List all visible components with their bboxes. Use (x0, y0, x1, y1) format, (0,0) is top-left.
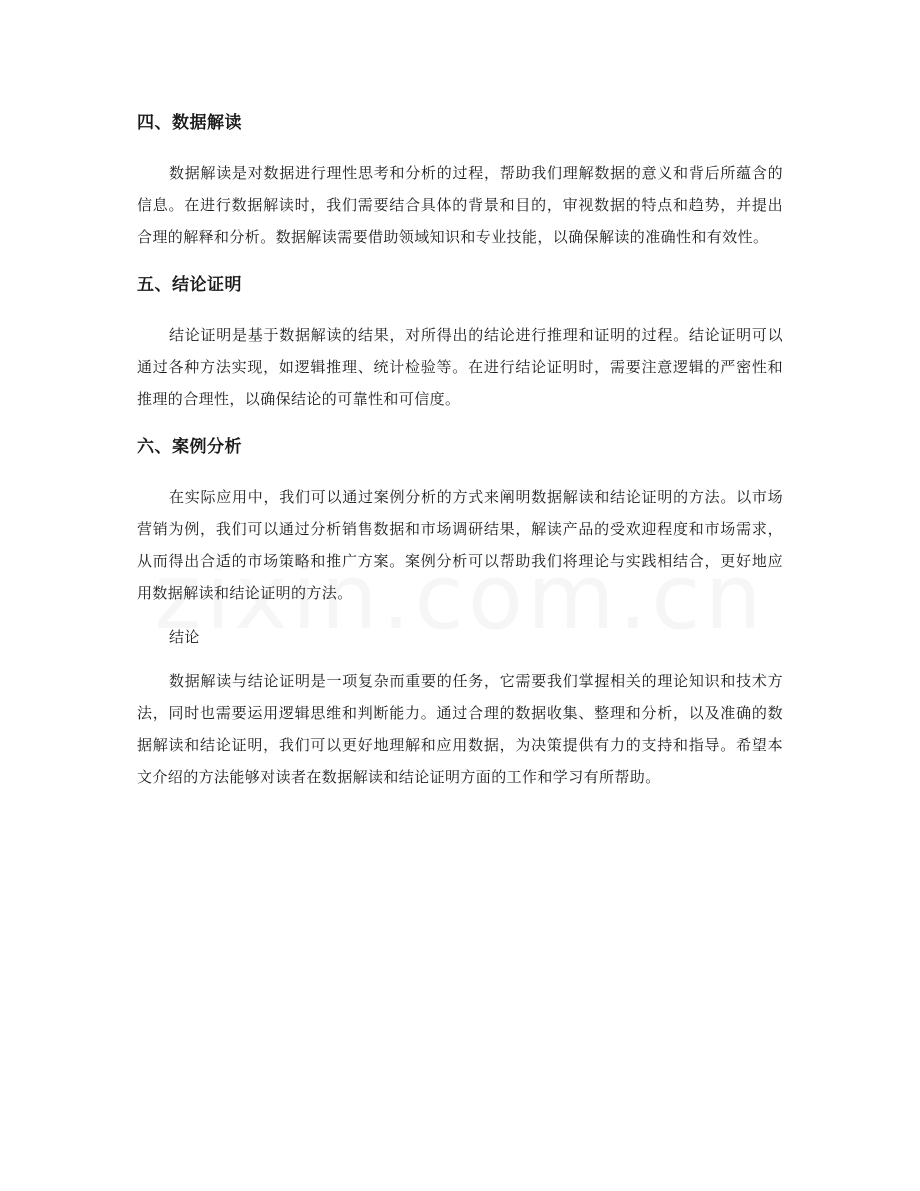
section-heading-data-interpretation: 四、数据解读 (137, 113, 242, 133)
section-heading-conclusion-proof: 五、结论证明 (137, 275, 242, 295)
section-heading-case-analysis: 六、案例分析 (137, 437, 242, 457)
section-paragraph-data-interpretation: 数据解读是对数据进行理性思考和分析的过程，帮助我们理解数据的意义和背后所蕴含的信息。在进行数据解读时，我们需要结合具体的背景和目的，审视数据的特点和趋势，并提出合理的解释和分析。数据解读需要借助领域知识和专业技能，以确保解读的准确性和有效性。 (137, 164, 783, 246)
section-paragraph-conclusion-proof: 结论证明是基于数据解读的结果，对所得出的结论进行推理和证明的过程。结论证明可以通过各种方法实现，如逻辑推理、统计检验等。在进行结论证明时，需要注意逻辑的严密性和推理的合理性，以确保结论的可靠性和可信度。 (137, 326, 783, 408)
document-page (137, 100, 783, 793)
conclusion-paragraph: 数据解读与结论证明是一项复杂而重要的任务，它需要我们掌握相关的理论知识和技术方法，同时也需要运用逻辑思维和判断能力。通过合理的数据收集、整理和分析，以及准确的数据解读和结论证明，我们可以更好地理解和应用数据，为决策提供有力的支持和指导。希望本文介绍的方法能够对读者在数据解读和结论证明方面的工作和学习有所帮助。 (137, 672, 783, 786)
section-paragraph-case-analysis: 在实际应用中，我们可以通过案例分析的方式来阐明数据解读和结论证明的方法。以市场营销为例，我们可以通过分析销售数据和市场调研结果，解读产品的受欢迎程度和市场需求，从而得出合适的市场策略和推广方案。案例分析可以帮助我们将理论与实践相结合，更好地应用数据解读和结论证明的方法。 (137, 488, 783, 602)
conclusion-title: 结论 (169, 628, 200, 646)
